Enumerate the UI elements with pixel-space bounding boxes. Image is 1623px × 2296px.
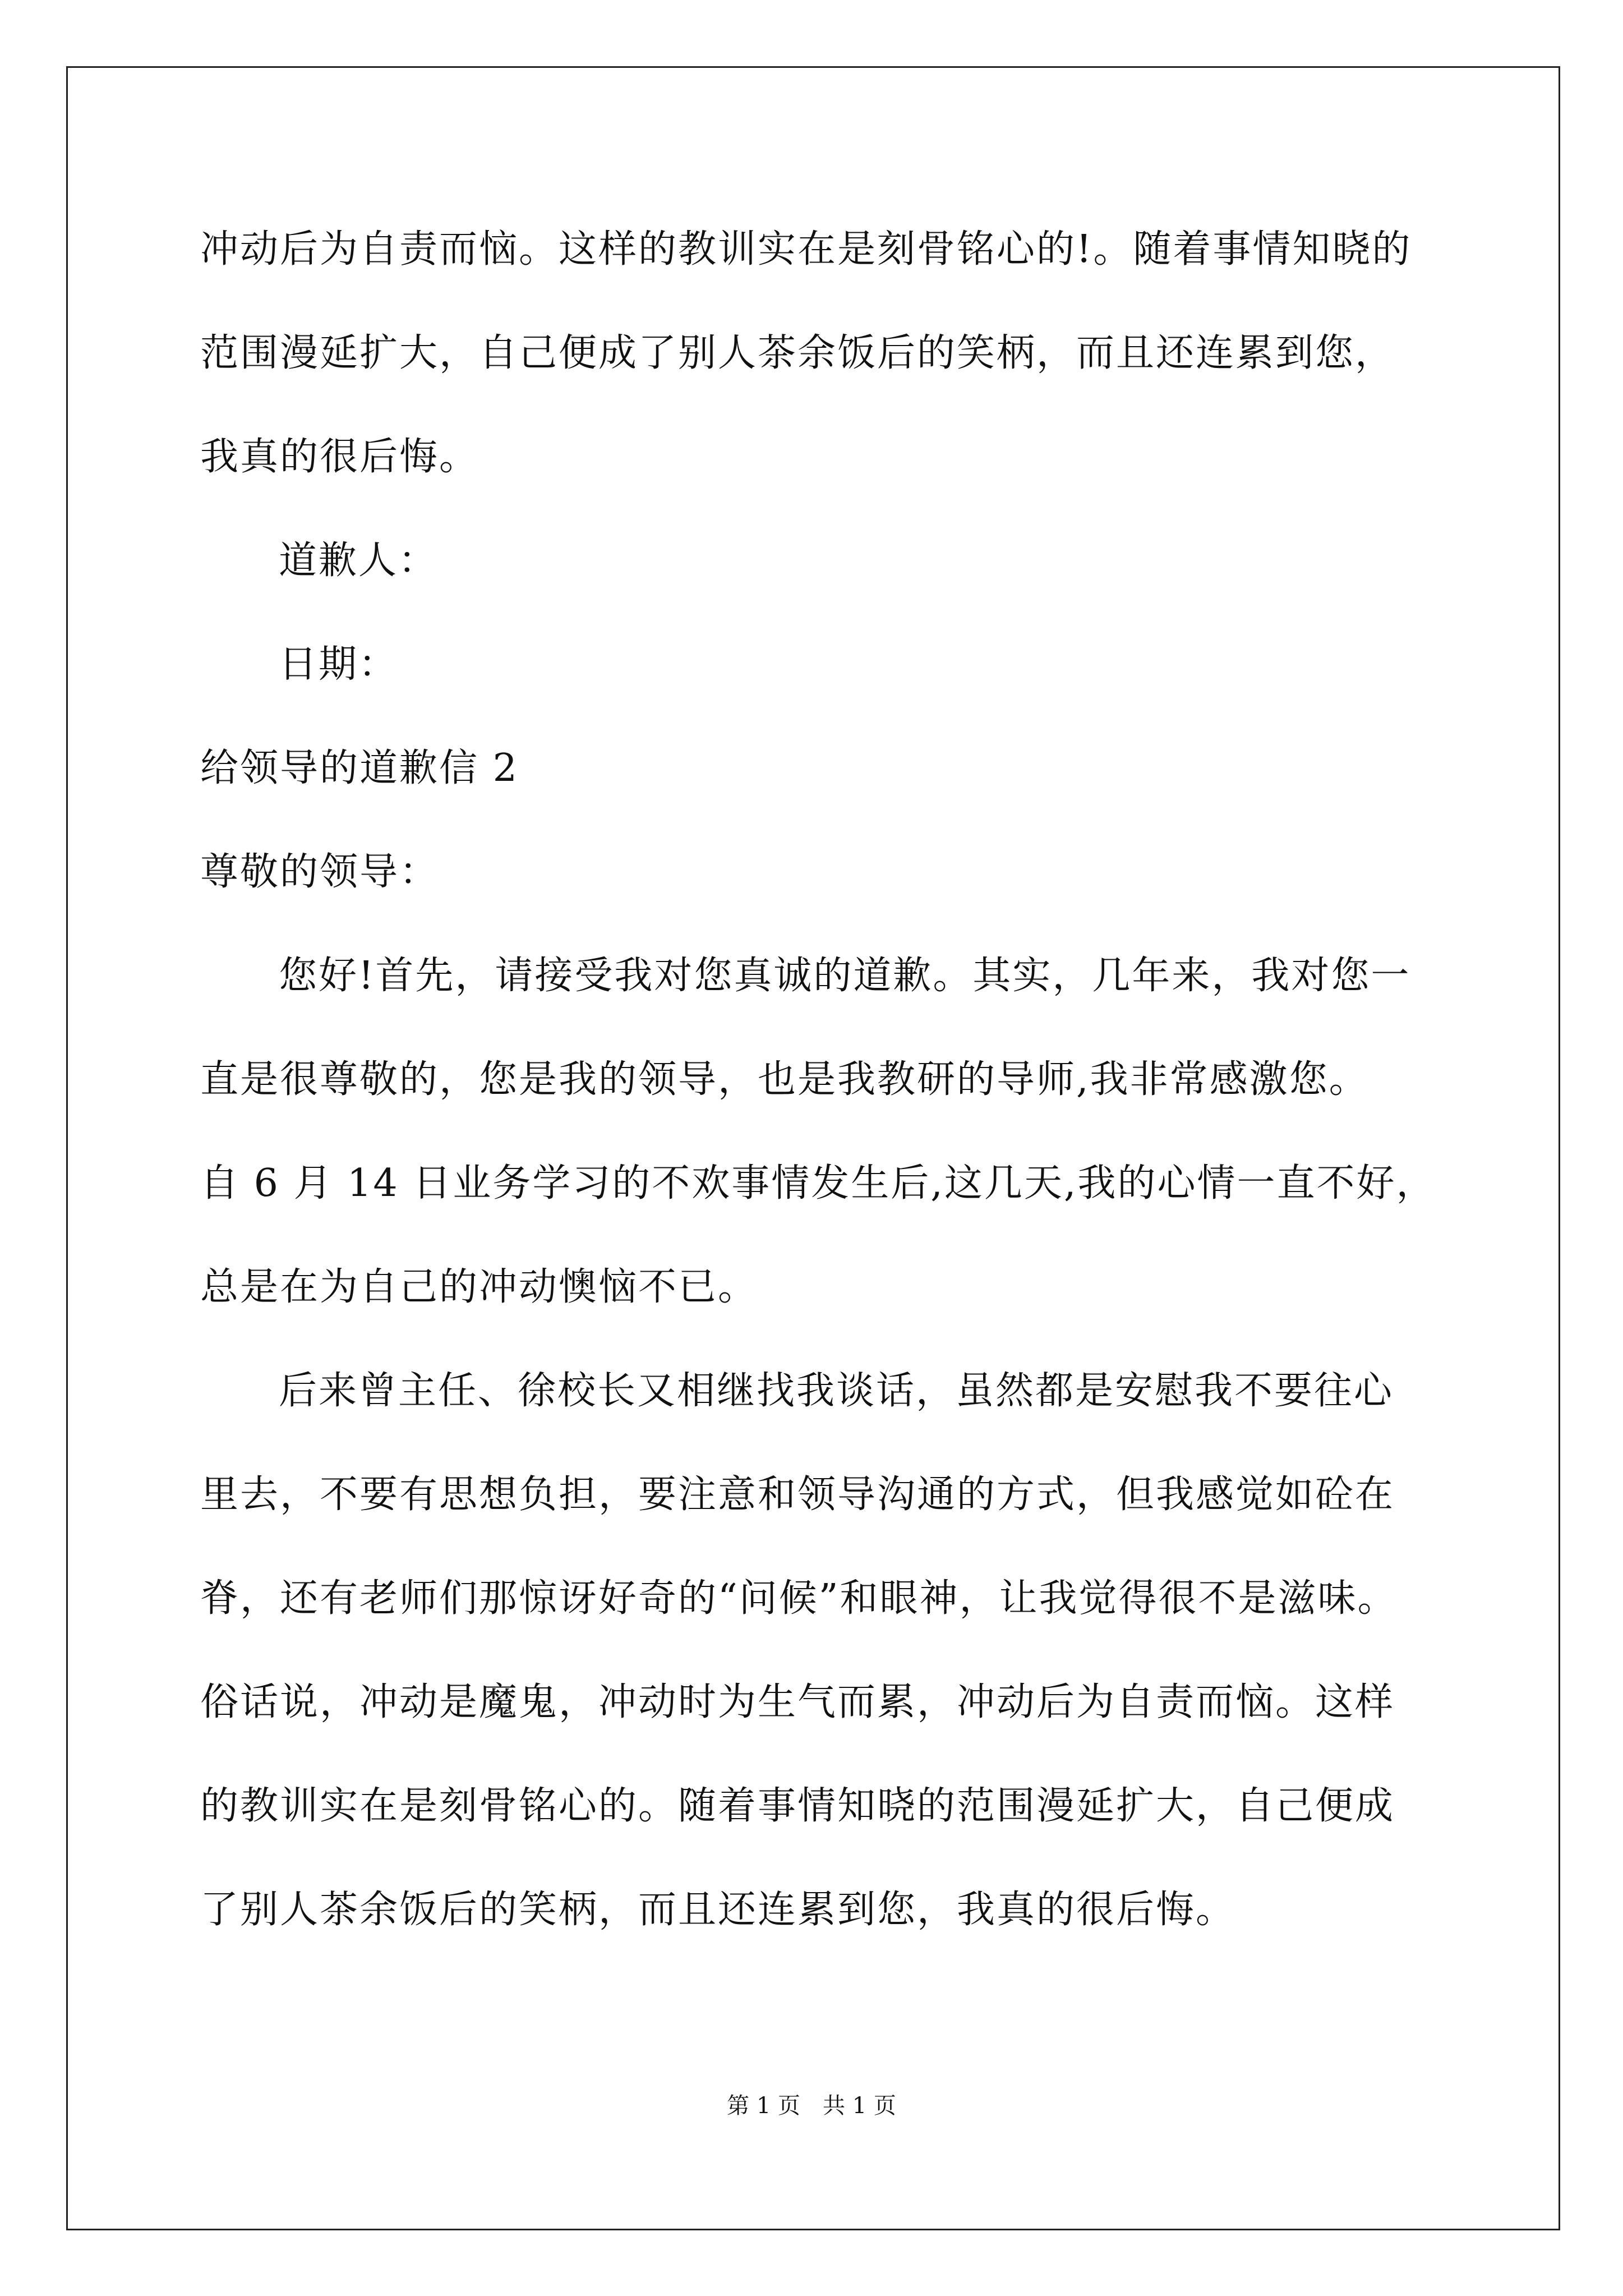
signature-label: 道歉人： [279,539,439,583]
paragraph-line: 的教训实在是刻骨铭心的。随着事情知晓的范围漫延扩大，自己便成 [200,1784,1395,1828]
paragraph-line: 俗话说，冲动是魔鬼，冲动时为生气而累，冲动后为自责而恼。这样 [200,1680,1395,1724]
page-number: 第 1 页 [727,2093,800,2119]
document-body [200,197,1440,1962]
paragraph-line: 自 6 月 14 日业务学习的不欢事情发生后,这几天,我的心情一直不好， [200,1161,1436,1205]
paragraph-line: 里去，不要有思想负担，要注意和领导沟通的方式，但我感觉如砼在 [200,1473,1395,1517]
paragraph-line: 我真的很后悔。 [200,435,479,479]
paragraph-line: 直是很尊敬的，您是我的领导，也是我教研的导师,我非常感激您。 [200,1057,1369,1102]
paragraph-line: 总是在为自己的冲动懊恼不已。 [200,1265,758,1309]
paragraph-line: 冲动后为自责而恼。这样的教训实在是刻骨铭心的!。随着事情知晓的 [200,227,1412,272]
page-total: 共 1 页 [823,2093,896,2119]
salutation: 尊敬的领导： [200,850,440,894]
date-label: 日期： [279,642,399,687]
paragraph-line: 脊，还有老师们那惊讶好奇的“问候”和眼神，让我觉得很不是滋味。 [200,1576,1398,1621]
paragraph-line: 后来曾主任、徐校长又相继找我谈话，虽然都是安慰我不要往心 [279,1369,1394,1413]
paragraph-line: 范围漫延扩大，自己便成了别人茶余饭后的笑柄，而且还连累到您， [200,331,1395,375]
page-footer [0,2089,1623,2123]
paragraph-line: 了别人茶余饭后的笑柄，而且还连累到您，我真的很后悔。 [200,1888,1236,1932]
letter-title: 给领导的道歉信 2 [200,746,519,790]
paragraph-line: 您好!首先，请接受我对您真诚的道歉。其实，几年来，我对您一 [279,954,1411,998]
